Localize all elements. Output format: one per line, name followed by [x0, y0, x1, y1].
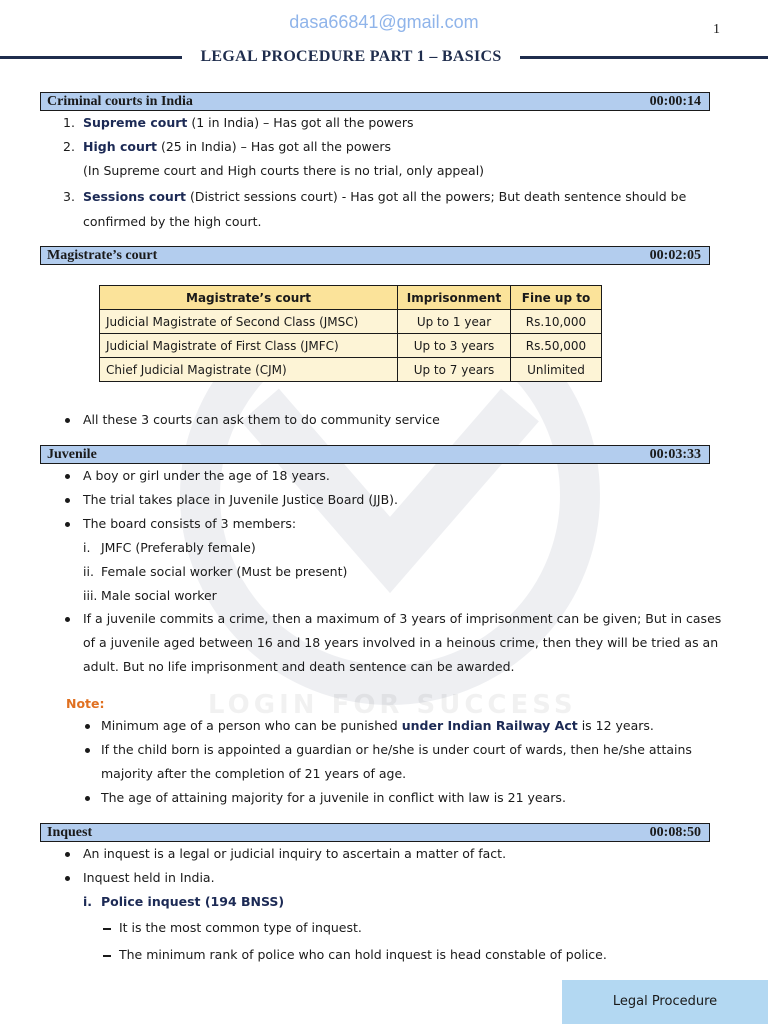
bullet-icon — [65, 876, 70, 881]
list-item: JMFC (Preferably female) — [101, 540, 256, 555]
list-item: The age of attaining majority for a juvenile in conflict with law is 21 years. — [101, 790, 566, 805]
table-row — [100, 310, 602, 334]
table-row — [100, 358, 602, 382]
list-item-continued: confirmed by the high court. — [83, 214, 262, 229]
section-header-inquest — [40, 823, 710, 842]
bullet-icon — [65, 418, 70, 423]
list-item: High court (25 in India) – Has got all the powers — [83, 139, 392, 154]
table-cell: Rs.50,000 — [511, 334, 602, 358]
list-number: 2. — [63, 139, 75, 154]
section-header-juvenile — [40, 445, 710, 464]
section-header-magistrates-court — [40, 246, 710, 265]
bullet-icon — [65, 617, 70, 622]
list-item-continued: majority after the completion of 21 years of age. — [101, 766, 407, 781]
list-item-continued: adult. But no life imprisonment and death sentence can be awarded. — [83, 659, 515, 674]
title-rule-left — [0, 56, 182, 59]
list-item: It is the most common type of inquest. — [119, 920, 362, 935]
page-title: LEGAL PROCEDURE PART 1 – BASICS — [200, 48, 502, 65]
bullet-icon — [85, 724, 90, 729]
section-timestamp: 00:02:05 — [649, 248, 701, 263]
column-header: Imprisonment — [398, 286, 511, 310]
section-title: Inquest — [47, 825, 93, 840]
table-row — [100, 334, 602, 358]
page-title-bar — [0, 48, 768, 68]
table-cell: Up to 1 year — [398, 310, 511, 334]
bullet-icon — [85, 796, 90, 801]
list-number: i. — [83, 540, 91, 555]
list-number: ii. — [83, 564, 94, 579]
list-item: Minimum age of a person who can be punished under Indian Railway Act is 12 years. — [101, 718, 654, 733]
page-number: 1 — [713, 22, 720, 37]
list-item: The trial takes place in Juvenile Justice Board (JJB). — [83, 492, 398, 507]
list-item: If the child born is appointed a guardian or he/she is under court of wards, then he/she attains — [101, 742, 692, 757]
list-item: If a juvenile commits a crime, then a maximum of 3 years of imprisonment can be given; But in cases — [83, 611, 722, 626]
section-header-criminal-courts — [40, 92, 710, 111]
bullet-icon — [65, 498, 70, 503]
bullet-icon — [65, 852, 70, 857]
list-item: The minimum rank of police who can hold inquest is head constable of police. — [119, 947, 607, 962]
section-timestamp: 00:00:14 — [649, 94, 701, 109]
subsection-title: Police inquest (194 BNSS) — [101, 894, 285, 909]
list-item: The board consists of 3 members: — [83, 516, 297, 531]
table-cell: Judicial Magistrate of Second Class (JMSC) — [100, 310, 398, 334]
list-number: iii. — [83, 588, 98, 603]
section-timestamp: 00:03:33 — [649, 447, 701, 462]
section-timestamp: 00:08:50 — [649, 825, 701, 840]
table-cell: Chief Judicial Magistrate (CJM) — [100, 358, 398, 382]
bullet-icon — [65, 522, 70, 527]
column-header: Magistrate’s court — [100, 286, 398, 310]
column-header: Fine up to — [511, 286, 602, 310]
list-number: 3. — [63, 189, 75, 204]
section-title: Criminal courts in India — [47, 94, 193, 109]
dash-icon — [103, 928, 111, 930]
list-item: Male social worker — [101, 588, 217, 603]
table-cell: Up to 7 years — [398, 358, 511, 382]
list-item: Inquest held in India. — [83, 870, 215, 885]
list-item: An inquest is a legal or judicial inquiry to ascertain a matter of fact. — [83, 846, 507, 861]
bullet-icon — [65, 474, 70, 479]
list-number: i. — [83, 894, 93, 909]
list-item: A boy or girl under the age of 18 years. — [83, 468, 330, 483]
list-item: Sessions court (District sessions court) - Has got all the powers; But death sentence should be — [83, 189, 687, 204]
note-label: Note: — [66, 696, 105, 711]
bullet-icon — [85, 748, 90, 753]
table-cell: Up to 3 years — [398, 334, 511, 358]
table-cell: Unlimited — [511, 358, 602, 382]
table-cell: Rs.10,000 — [511, 310, 602, 334]
list-number: 1. — [63, 115, 75, 130]
section-title: Magistrate’s court — [47, 248, 158, 263]
email-watermark: dasa66841@gmail.com — [289, 12, 479, 32]
list-item-continued: of a juvenile aged between 16 and 18 years involved in a heinous crime, then they will be tried as an — [83, 635, 719, 650]
list-note: (In Supreme court and High courts there is no trial, only appeal) — [83, 163, 485, 178]
list-item: Supreme court (1 in India) – Has got all the powers — [83, 115, 414, 130]
title-rule-right — [520, 56, 768, 59]
table-header-row — [100, 286, 602, 310]
list-item: All these 3 courts can ask them to do community service — [83, 412, 440, 427]
table-cell: Judicial Magistrate of First Class (JMFC) — [100, 334, 398, 358]
footer-label: Legal Procedure — [562, 980, 768, 1024]
section-title: Juvenile — [47, 447, 97, 462]
magistrate-table — [99, 285, 602, 382]
dash-icon — [103, 955, 111, 957]
list-item: Female social worker (Must be present) — [101, 564, 348, 579]
watermark-tagline: LOGIN FOR SUCCESS — [208, 690, 577, 720]
